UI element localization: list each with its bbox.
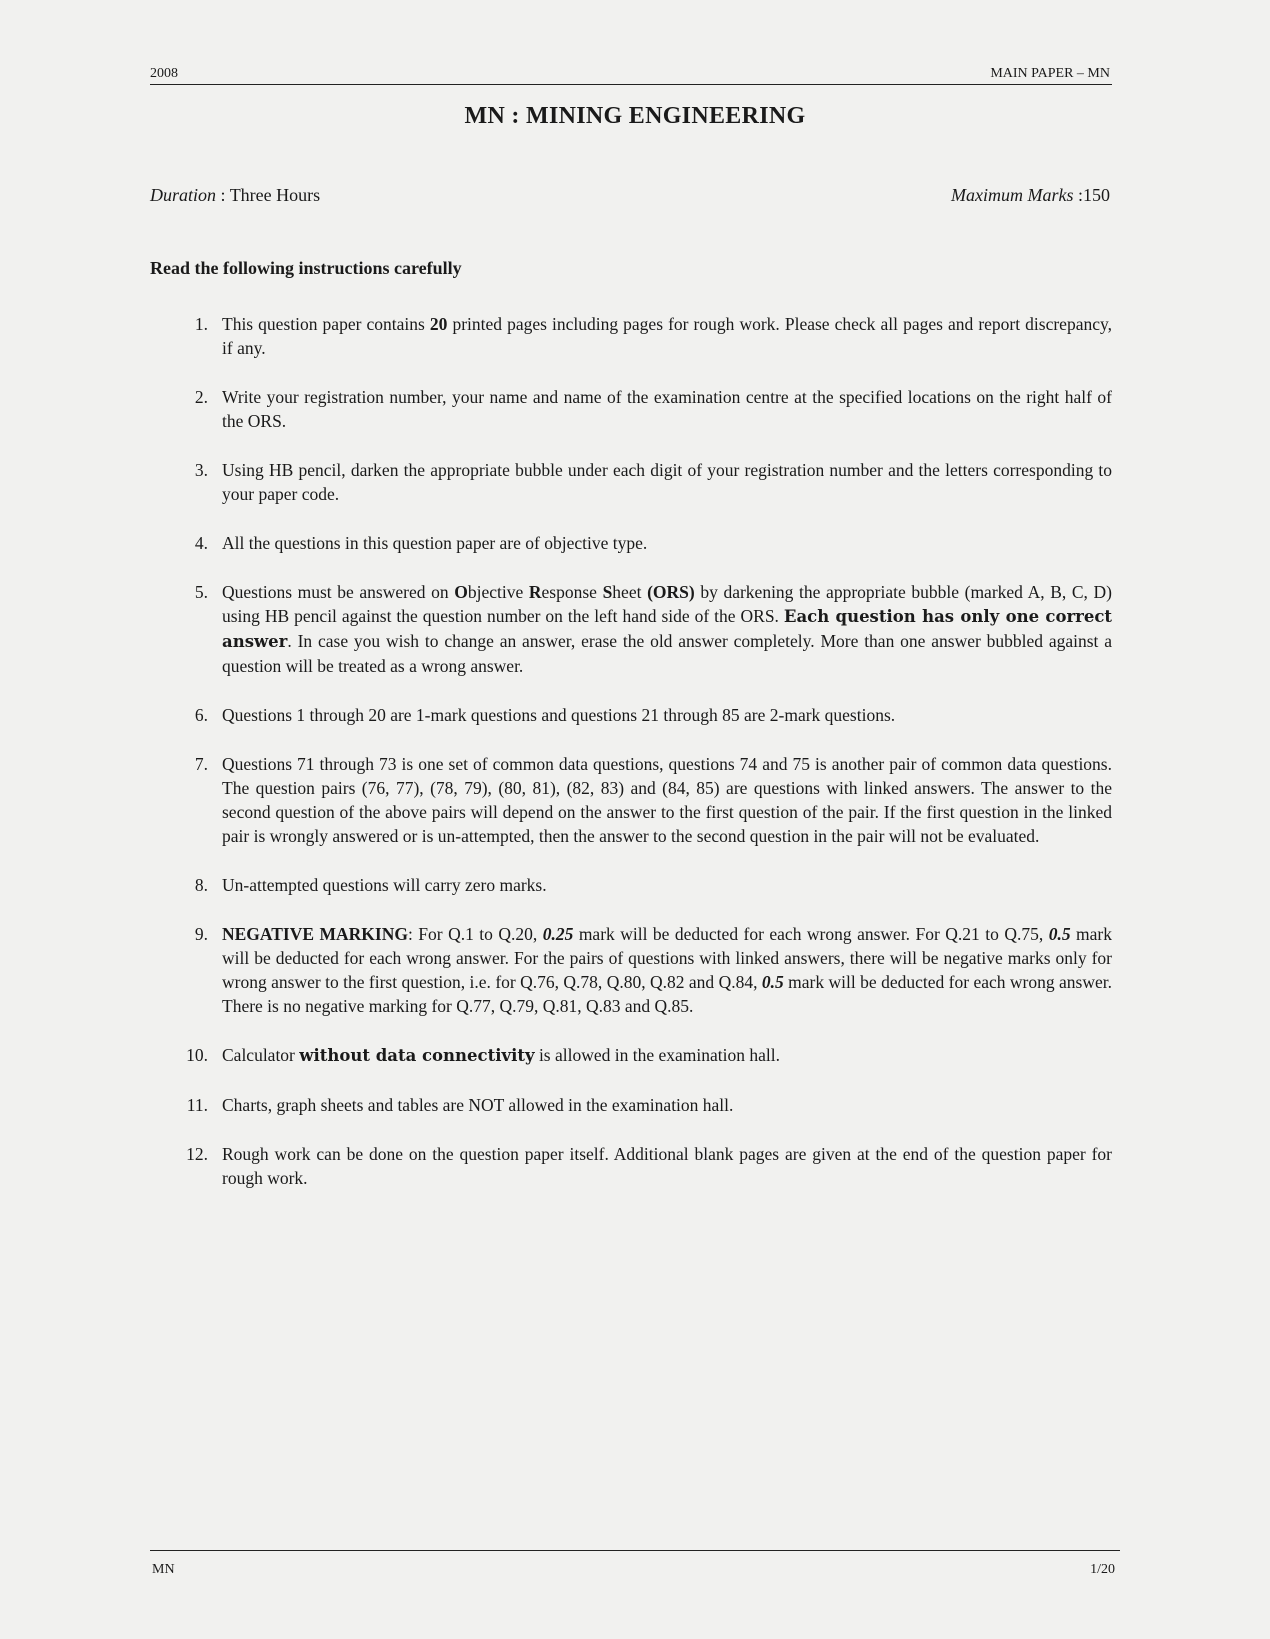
instruction-item [150,1142,1112,1190]
instruction-item [150,922,1112,1018]
instruction-number: 11. [186,1095,208,1115]
header-year: 2008 [150,66,178,81]
instruction-text: Using HB pencil, darken the appropriate bubble under each digit of your registration number and the letters corresponding to your paper code. [222,460,1112,504]
instruction-text: Un-attempted questions will carry zero marks. [222,875,547,895]
instruction-text: Questions 1 through 20 are 1-mark questions and questions 21 through 85 are 2-mark questions. [222,705,896,725]
instruction-item [150,752,1112,848]
instruction-item [150,1043,1112,1068]
instruction-number: 2. [194,387,208,407]
instruction-item [150,580,1112,678]
instructions-heading: Read the following instructions carefully [150,258,462,278]
instruction-text: Rough work can be done on the question paper itself. Additional blank pages are given at the end of the question paper for rough work. [222,1144,1112,1188]
instruction-number: 5. [194,582,208,602]
instruction-text: Questions 71 through 73 is one set of common data questions, questions 74 and 75 is another pair of common data questions. The question pairs (76, 77), (78, 79), (80, 81), (82, 83) and (84, 85) are questions with linked answers. The answer to the second question of the above pairs will depend on the answer to the first question of the pair. If the first question in the linked pair is wrongly answered or is un-attempted, then the answer to the second question in the pair will not be evaluated. [222,754,1112,846]
instruction-number: 7. [194,754,208,774]
duration-value: : Three Hours [216,185,321,205]
duration-label: Duration [150,185,217,205]
instruction-number: 12. [186,1144,208,1164]
duration [150,185,320,206]
instruction-item [150,312,1112,360]
footer-paper-code: MN [152,1562,175,1577]
instruction-item [150,385,1112,433]
instruction-number: 6. [194,705,208,725]
header-paper-code: MAIN PAPER – MN [990,66,1110,81]
page-number: 1/20 [1090,1562,1115,1577]
page-title: MN : MINING ENGINEERING [464,103,806,129]
instruction-text: Charts, graph sheets and tables are NOT allowed in the examination hall. [222,1095,734,1115]
maximum-marks [951,185,1110,206]
instruction-text: Write your registration number, your name and name of the examination centre at the specified locations on the right half of the ORS. [222,387,1112,431]
instruction-item [150,873,1112,897]
instruction-number: 1. [194,314,208,334]
marks-value: :150 [1073,185,1110,205]
instruction-number: 10. [186,1045,208,1065]
instruction-text: Questions must be answered on Objective Response Sheet (ORS) by darkening the appropriate bubble (marked A, B, C, D) using HB pencil against the question number on the left hand side of the ORS. Each question has only one correct answer. In case you wish to change an answer, erase the old answer completely. More than one answer bubbled against a question will be treated as a wrong answer. [222,582,1113,676]
instruction-text: All the questions in this question paper are of objective type. [222,533,648,553]
footer-divider [150,1550,1120,1551]
instruction-text: Calculator without data connectivity is allowed in the examination hall. [222,1045,780,1065]
instruction-item [150,703,1112,727]
instruction-number: 9. [194,924,208,944]
instruction-number: 3. [194,460,208,480]
instruction-number: 8. [194,875,208,895]
marks-label: Maximum Marks [951,185,1074,205]
instruction-text: NEGATIVE MARKING: For Q.1 to Q.20, 0.25 mark will be deducted for each wrong answer. For Q.21 to Q.75, 0.5 mark will be deducted for each wrong answer. For the pairs of questions with linked answers, there will be negative marks only for wrong answer to the first question, i.e. for Q.76, Q.78, Q.80, Q.82 and Q.84, 0.5 mark will be deducted for each wrong answer. There is no negative marking for Q.77, Q.79, Q.81, Q.83 and Q.85. [222,924,1112,1016]
instructions-list [150,312,1112,1190]
instruction-item [150,531,1112,555]
instruction-item [150,458,1112,506]
instruction-number: 4. [194,533,208,553]
header-divider [150,84,1112,85]
instruction-text: This question paper contains 20 printed pages including pages for rough work. Please check all pages and report discrepancy, if any. [222,314,1112,358]
instruction-item [150,1093,1112,1117]
